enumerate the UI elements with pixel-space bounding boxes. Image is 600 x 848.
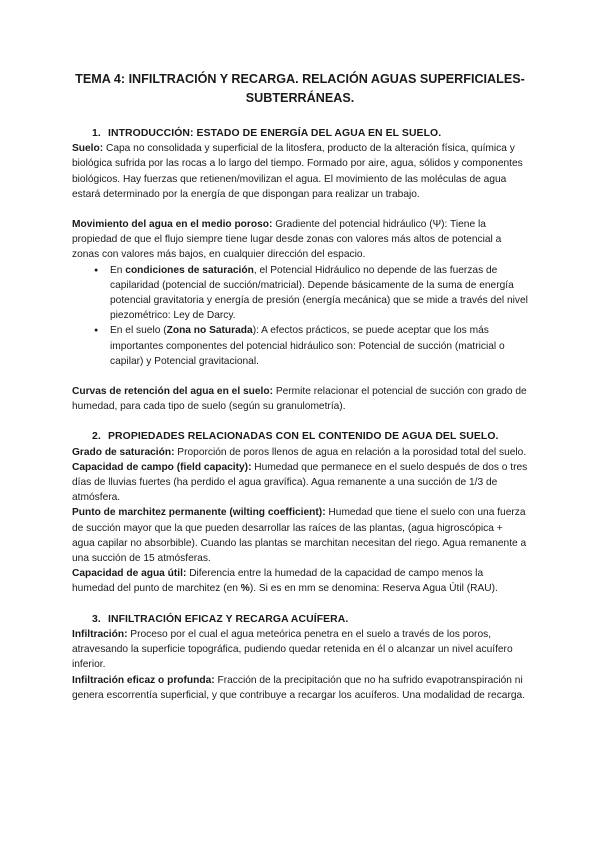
definition: ): A efectos prácticos, se puede aceptar que los más importantes componentes del potencial hidráulico son: Potencial de succión (matricial o capilar) y Potencial gravitacional.	[110, 325, 505, 367]
term: Curvas de retención del agua en el suelo:	[72, 386, 273, 398]
term: Infiltración eficaz o profunda:	[72, 674, 215, 686]
text: En	[110, 264, 126, 276]
section-title: PROPIEDADES RELACIONADAS CON EL CONTENIDO DE AGUA DEL SUELO.	[108, 431, 499, 443]
paragraph-agua-util	[72, 566, 528, 596]
section-title: INFILTRACIÓN EFICAZ Y RECARGA ACUÍFERA.	[108, 613, 349, 625]
term: Grado de saturación:	[72, 446, 175, 458]
list-item	[110, 323, 528, 369]
section-2-heading	[72, 429, 528, 444]
section-number: 1.	[92, 128, 101, 139]
paragraph-suelo	[72, 141, 528, 202]
definition: Humedad que tiene el suelo con una fuerza de succión mayor que la que pueden desarrollar las raíces de las plantas, (agua higroscópica + agua capilar no absorbible). Cuando las plantas se marchitan necesitan del riego. Agua remanente a una succión de 15 atmósferas.	[72, 507, 527, 565]
term: Infiltración:	[72, 628, 128, 640]
definition: Fracción de la precipitación que no ha sufrido evapotranspiración ni genera escorrentía superficial, y que contribuye a recargar los acuíferos. Una modalidad de recarga.	[72, 674, 526, 701]
paragraph-infiltracion-eficaz	[72, 673, 528, 703]
paragraph-infiltracion	[72, 627, 528, 673]
definition: Gradiente del potencial hidráulico (Ψ): Tiene la propiedad de que el flujo siempre tiene lugar desde zonas con valores más altos de potencial a zonas con valores más bajos, en cualquier dirección del espacio.	[72, 219, 502, 261]
text: En el suelo (	[110, 325, 167, 337]
list-item	[110, 263, 528, 324]
term: Capacidad de campo (field capacity):	[72, 461, 252, 473]
definition: Permite relacionar el potencial de succión con grado de humedad, para cada tipo de suelo (según su granulometría).	[72, 386, 527, 413]
definition: Proporción de poros llenos de agua en relación a la porosidad total del suelo.	[174, 446, 527, 458]
document-page	[72, 70, 528, 703]
definition: Humedad que permanece en el suelo después de dos o tres días de lluvias fuertes (ha perdido el agua gravífica). Agua remanente a una succión de 1/3 de atmósfera.	[72, 461, 528, 504]
page-title: TEMA 4: INFILTRACIÓN Y RECARGA. RELACIÓN AGUAS SUPERFICIALES-SUBTERRÁNEAS.	[75, 72, 525, 105]
paragraph-grado-saturacion	[72, 445, 528, 460]
term: condiciones de saturación	[125, 264, 254, 276]
definition: Proceso por el cual el agua meteórica penetra en el suelo a través de los poros, atravesando la superficie topográfica, pudiendo quedar retenida en él o alcanzar un nivel acuífero inferior.	[72, 628, 513, 671]
definition: Capa no consolidada y superficial de la litosfera, producto de la alteración física, química y biológica sufrida por las rocas a lo largo del tiempo. Formado por aire, agua, sólidos y componentes biológicos. Hay fuerzas que retienen/movilizan el agua. El movimiento de las moléculas de agua estará determinado por la energía de que dispongan para realizar un trabajo.	[72, 143, 523, 200]
term: Suelo:	[72, 143, 104, 155]
term: Punto de marchitez permanente (wilting coefficient):	[72, 507, 326, 519]
section-number: 2.	[92, 431, 101, 443]
section-title: INTRODUCCIÓN: ESTADO DE ENERGÍA DEL AGUA EN EL SUELO.	[108, 128, 442, 139]
paragraph-movimiento	[72, 217, 528, 263]
bullet-list	[72, 263, 528, 369]
term: Zona no Saturada	[166, 325, 253, 337]
section-3-heading	[72, 612, 528, 627]
paragraph-punto-marchitez	[72, 505, 528, 566]
term: Capacidad de agua útil:	[72, 568, 187, 580]
definition-end: ). Si es en mm se denomina: Reserva Agua Útil (RAU).	[249, 583, 498, 595]
section-number: 3.	[92, 613, 101, 625]
paragraph-capacidad-campo	[72, 460, 528, 506]
definition: , el Potencial Hidráulico no depende de las fuerzas de capilaridad (potencial de succión/matricial). Depende básicamente de la suma de energía potencial gravitatoria y energía de presión (energía mecánica) que se mide a través del nivel piezométrico: Ley de Darcy.	[110, 264, 528, 322]
paragraph-curvas	[72, 384, 528, 414]
percent-symbol: %	[240, 583, 250, 595]
term: Movimiento del agua en el medio poroso:	[72, 219, 273, 231]
section-1-heading	[72, 126, 528, 141]
definition: Diferencia entre la humedad de la capacidad de campo menos la humedad del punto de marchitez (en	[72, 568, 484, 595]
